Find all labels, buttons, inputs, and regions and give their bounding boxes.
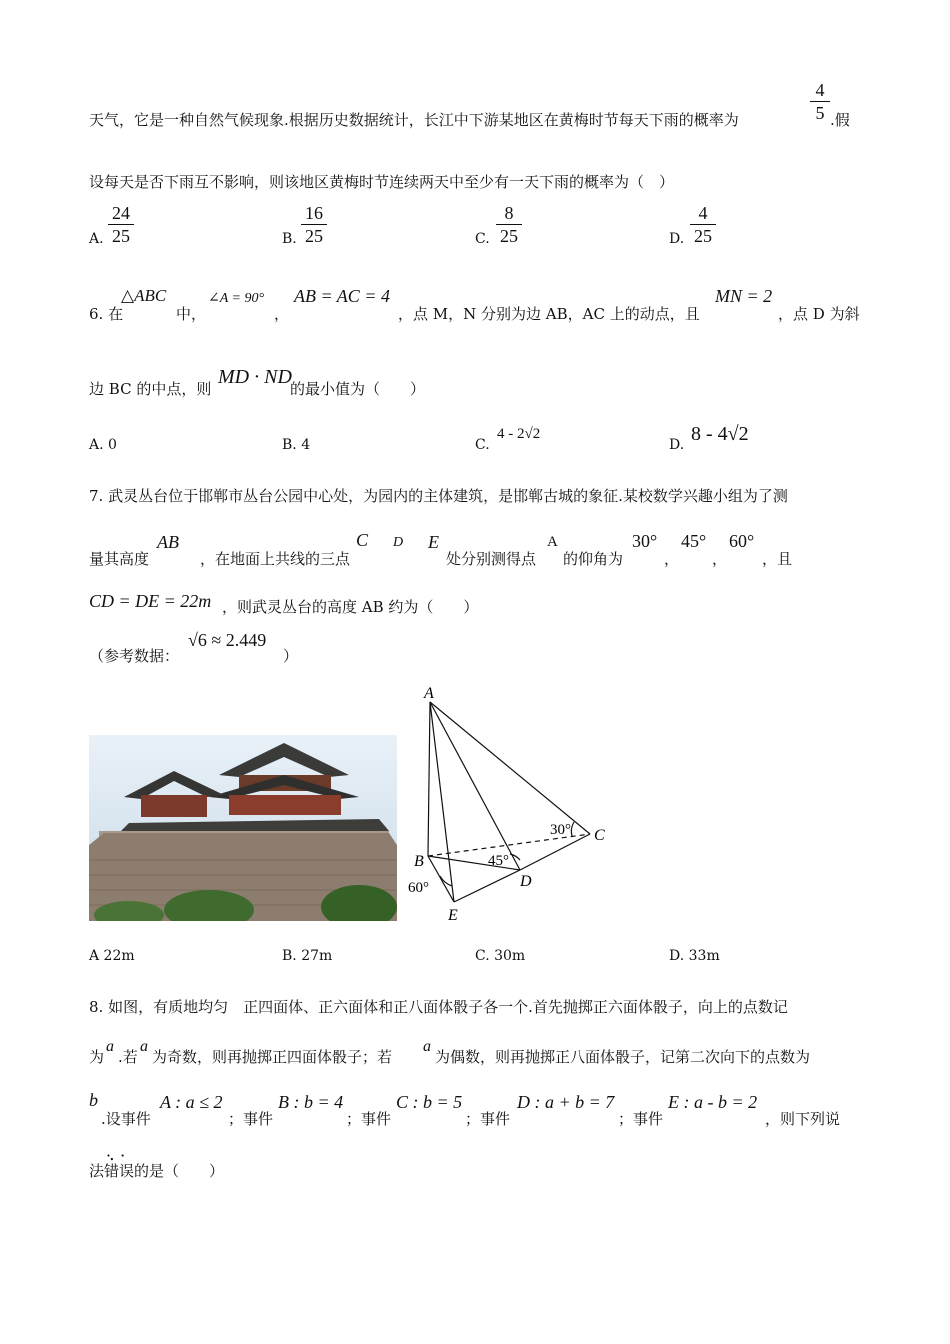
- q7-angle-60: 60°: [729, 531, 755, 551]
- q8-line4-pre: 法: [89, 1162, 105, 1180]
- q7-line2-mid2: 处分别测得点: [446, 550, 537, 568]
- q7-point-a: A: [547, 534, 558, 550]
- q6-text1: ，点 M，N 分别为边 AB，AC 上的动点，且: [398, 305, 700, 323]
- q8-line3-end: ，则下列说: [765, 1110, 841, 1128]
- q5-option-a-label: A.: [89, 231, 104, 247]
- q6-line2-post: 的最小值为（ ）: [290, 380, 426, 398]
- q8-event-c: C : b = 5: [396, 1092, 463, 1112]
- q8-var-a: a: [106, 1038, 114, 1055]
- q8-emphasis-dots: ··: [106, 1146, 135, 1165]
- q6-option-c-expr: 4 - 2√2: [497, 426, 541, 442]
- q6-sides: AB = AC = 4: [294, 286, 390, 306]
- diagram-label-c: C: [594, 827, 605, 844]
- q5-prob-den: 5: [815, 103, 825, 123]
- q7-line1: 7. 武灵丛台位于邯郸市丛台公园中心处，为园内的主体建筑，是邯郸古城的象征.某校数学兴趣小组为了测: [89, 487, 788, 505]
- q5-option-b-label: B.: [282, 231, 297, 247]
- q7-ref-expr: √6 ≈ 2.449: [188, 630, 267, 650]
- q6-option-b: B. 4: [282, 437, 311, 453]
- q5-option-b-fraction: 16 25: [301, 203, 327, 246]
- q6-option-c-label: C.: [475, 437, 490, 453]
- congtai-photo: [89, 735, 397, 921]
- q7-line2-mid: ，在地面上共线的三点: [200, 550, 351, 568]
- q5-line1: 天气，它是一种自然气候现象.根据历史数据统计，长江中下游某地区在黄梅时节每天下雨的概率为: [89, 111, 739, 129]
- diagram-label-e: E: [448, 907, 458, 924]
- q7-option-c: C. 30m: [475, 948, 526, 964]
- diagram-label-a: A: [424, 685, 434, 702]
- q5-option-c-label: C.: [475, 231, 490, 247]
- diagram-label-d: D: [520, 873, 532, 890]
- q8-sep-2: ；事件: [346, 1110, 392, 1128]
- q6-mn: MN = 2: [715, 286, 773, 306]
- q8-event-a: A : a ≤ 2: [160, 1092, 223, 1112]
- q6-prefix: 6. 在: [89, 305, 124, 323]
- q5-option-d-label: D.: [669, 231, 685, 247]
- q7-ab: AB: [157, 532, 179, 552]
- q7-option-a: A 22m: [89, 948, 135, 964]
- q7-point-e: E: [428, 532, 439, 552]
- q7-line3-text: ，则武灵丛台的高度 AB 约为（ ）: [222, 598, 479, 616]
- q7-comma1: ，: [664, 550, 680, 568]
- q8-line2-d: 为偶数，则再抛掷正八面体骰子，记第二次向下的点数为: [435, 1048, 811, 1066]
- q7-point-c: C: [356, 530, 369, 550]
- q6-line2-pre: 边 BC 的中点，则: [89, 380, 212, 398]
- q5-option-c-fraction: 8 25: [496, 203, 522, 246]
- q7-option-d: D. 33m: [669, 948, 720, 964]
- diagram-angle-c: 30°: [550, 822, 571, 838]
- q7-line2-mid3: 的仰角为: [563, 550, 624, 568]
- q5-line2: 设每天是否下雨互不影响，则该地区黄梅时节连续两天中至少有一天下雨的概率为（ ）: [89, 173, 675, 191]
- q6-angle: ∠A = 90°: [208, 291, 265, 306]
- q5-option-d-fraction: 4 25: [690, 203, 716, 246]
- q7-line2-end: ，且: [762, 550, 793, 568]
- q5-prob-num: 4: [815, 80, 825, 100]
- q5-line1-end: .假: [830, 111, 850, 129]
- q7-ref-post: ）: [283, 647, 299, 665]
- q8-line3-a: .设事件: [101, 1110, 151, 1128]
- q6-text2: ，点 D 为斜: [778, 305, 860, 323]
- q7-option-b: B. 27m: [282, 948, 333, 964]
- q8-line2-c: 为奇数，则再抛掷正四面体骰子；若: [152, 1048, 393, 1066]
- q8-event-e: E : a - b = 2: [668, 1092, 758, 1112]
- q7-diagram: [400, 680, 620, 930]
- q8-line2-a: 为: [89, 1048, 105, 1066]
- q6-dot-product: MD · ND: [218, 366, 292, 388]
- q8-line1: 8. 如图，有质地均匀 正四面体、正六面体和正八面体骰子各一个.首先抛掷正六面体骰子，向上的点数记: [89, 998, 788, 1016]
- q8-sep-3: ；事件: [465, 1110, 511, 1128]
- diagram-angle-d: 45°: [488, 853, 509, 869]
- q8-line2-b: .若: [118, 1048, 138, 1066]
- q5-prob-fraction: [810, 80, 830, 123]
- q8-line4-emphasis: 错误: [104, 1162, 135, 1180]
- diagram-angle-e: 60°: [408, 880, 429, 896]
- q7-angle-45: 45°: [681, 531, 707, 551]
- q6-comma: ，: [274, 305, 290, 323]
- q8-var-a-3: a: [423, 1038, 431, 1055]
- q7-point-d: D: [393, 535, 404, 550]
- q8-line4-post: 的是（ ）: [134, 1162, 225, 1180]
- q7-comma2: ，: [712, 550, 728, 568]
- q6-triangle: △ABC: [121, 286, 167, 305]
- q8-event-b: B : b = 4: [278, 1092, 344, 1112]
- diagram-label-b: B: [414, 853, 424, 870]
- q8-sep-1: ；事件: [228, 1110, 274, 1128]
- q6-option-d-expr: 8 - 4√2: [691, 423, 749, 445]
- q7-angle-30: 30°: [632, 531, 658, 551]
- q5-option-a-fraction: 24 25: [108, 203, 134, 246]
- q6-option-a: A. 0: [89, 437, 117, 453]
- q7-ref-pre: （参考数据：: [89, 647, 180, 665]
- q8-sep-4: ；事件: [618, 1110, 664, 1128]
- q7-line2-pre: 量其高度: [89, 550, 150, 568]
- q6-option-d-label: D.: [669, 437, 685, 453]
- q8-var-b: b: [89, 1090, 98, 1110]
- q7-line3-eq: CD = DE = 22m: [89, 591, 212, 611]
- q8-event-d: D : a + b = 7: [517, 1092, 615, 1112]
- q6-zhong: 中，: [176, 305, 207, 323]
- q8-var-a-2: a: [140, 1038, 148, 1055]
